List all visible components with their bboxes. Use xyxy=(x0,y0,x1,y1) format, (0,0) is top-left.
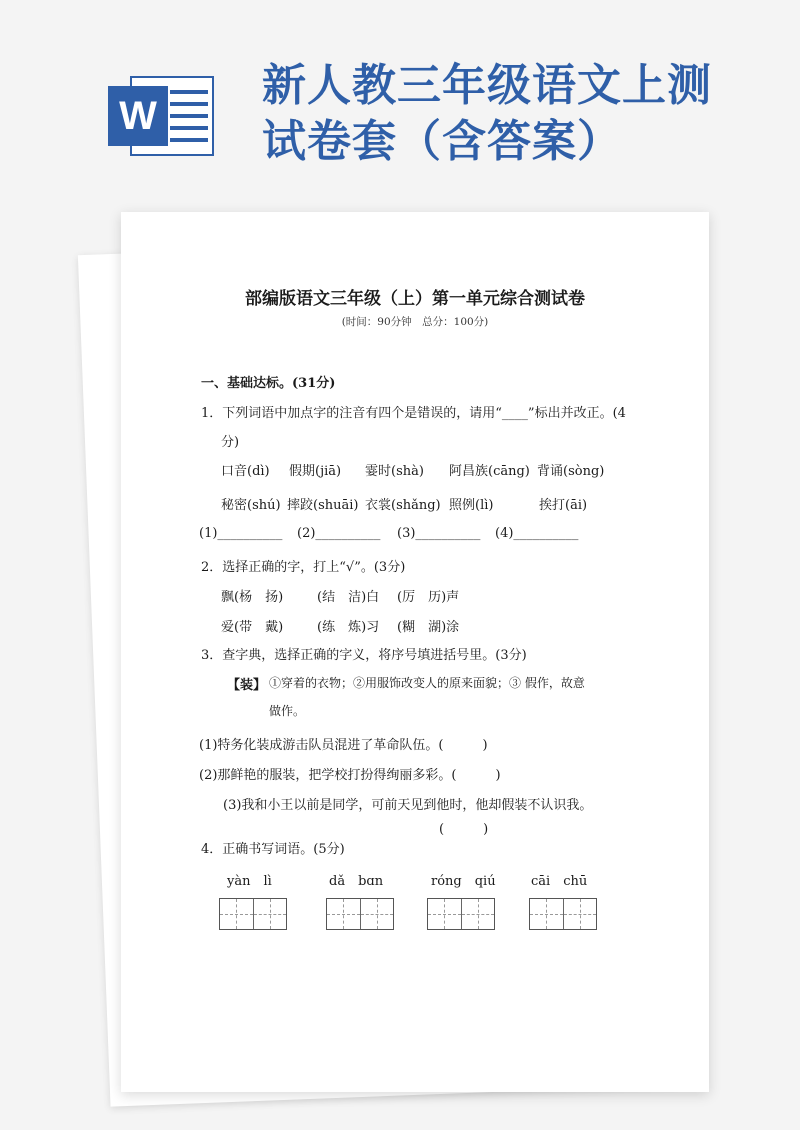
q3-answer-paren[interactable]: ( ) xyxy=(439,822,489,837)
q2-option[interactable]: (糊 湖)涂 xyxy=(397,620,460,635)
q3-sentence-3: (3)我和小王以前是同学，可前天见到他时，他却假装不认识我。 xyxy=(223,798,593,813)
q1-blank-3[interactable]: (3)__________ xyxy=(397,526,481,541)
q3-text: 3．查字典，选择正确的字义，将序号填进括号里。(3分) xyxy=(201,648,527,663)
q1-word: 背诵(sòng) xyxy=(537,464,605,479)
q4-pinyin: dǎ bɑn xyxy=(329,874,384,889)
q2-option[interactable]: (练 炼)习 xyxy=(317,620,380,635)
q1-word: 口音(dì) xyxy=(221,464,270,479)
q2-option[interactable]: (结 洁)白 xyxy=(317,590,380,605)
q1-word: 霎时(shà) xyxy=(365,464,424,479)
q3-sentence-2: (2)那鲜艳的服装，把学校打扮得绚丽多彩。( ) xyxy=(199,768,501,783)
q1-word: 衣裳(shǎng) xyxy=(365,498,441,513)
q1-blank-2[interactable]: (2)__________ xyxy=(297,526,381,541)
q4-text: 4．正确书写词语。(5分) xyxy=(201,842,345,857)
word-letter-icon: W xyxy=(108,86,168,146)
section-1-heading: 一、基础达标。(31分) xyxy=(201,376,336,391)
word-doc-icon xyxy=(108,76,214,156)
q1-text-line2: 分) xyxy=(221,435,240,450)
q1-word: 挨打(āi) xyxy=(539,498,588,513)
q2-option[interactable]: (厉 历)声 xyxy=(397,590,460,605)
q1-word: 阿昌族(cāng) xyxy=(449,464,530,479)
q3-def-line2: 做作。 xyxy=(269,704,306,718)
writing-grid[interactable] xyxy=(219,898,287,930)
q3-def-line1: ①穿着的衣物；②用服饰改变人的原来面貌；③ 假作，故意 xyxy=(269,676,585,690)
writing-grid[interactable] xyxy=(427,898,495,930)
q2-text: 2．选择正确的字，打上“√”。(3分) xyxy=(201,560,406,575)
q4-pinyin: yàn lì xyxy=(227,874,272,889)
q1-word: 照例(lì) xyxy=(449,498,494,513)
q1-word: 摔跤(shuāi) xyxy=(287,498,359,513)
q1-word: 秘密(shú) xyxy=(221,498,281,513)
q1-word: 假期(jiā) xyxy=(289,464,342,479)
q4-pinyin: róng qiú xyxy=(431,874,496,889)
exam-title: 部编版语文三年级（上）第一单元综合测试卷 xyxy=(245,289,585,309)
q1-text-line1: 1．下列词语中加点字的注音有四个是错误的，请用“____”标出并改正。(4 xyxy=(201,406,626,421)
q1-blank-4[interactable]: (4)__________ xyxy=(495,526,579,541)
exam-subtitle: (时间：90分钟 总分：100分) xyxy=(341,316,489,328)
q2-option[interactable]: 爱(带 戴) xyxy=(221,620,284,635)
writing-grid[interactable] xyxy=(326,898,394,930)
q2-option[interactable]: 飘(杨 扬) xyxy=(221,590,284,605)
q4-pinyin: cāi chū xyxy=(531,874,588,889)
q3-sentence-1: (1)特务化装成游击队员混进了革命队伍。( ) xyxy=(199,738,488,753)
exam-paper xyxy=(121,212,709,1092)
page-title: 新人教三年级语文上测试卷套（含答案） xyxy=(262,60,712,167)
writing-grid[interactable] xyxy=(529,898,597,930)
q1-blank-1[interactable]: (1)__________ xyxy=(199,526,283,541)
q3-def-label: 【装】 xyxy=(227,678,267,693)
